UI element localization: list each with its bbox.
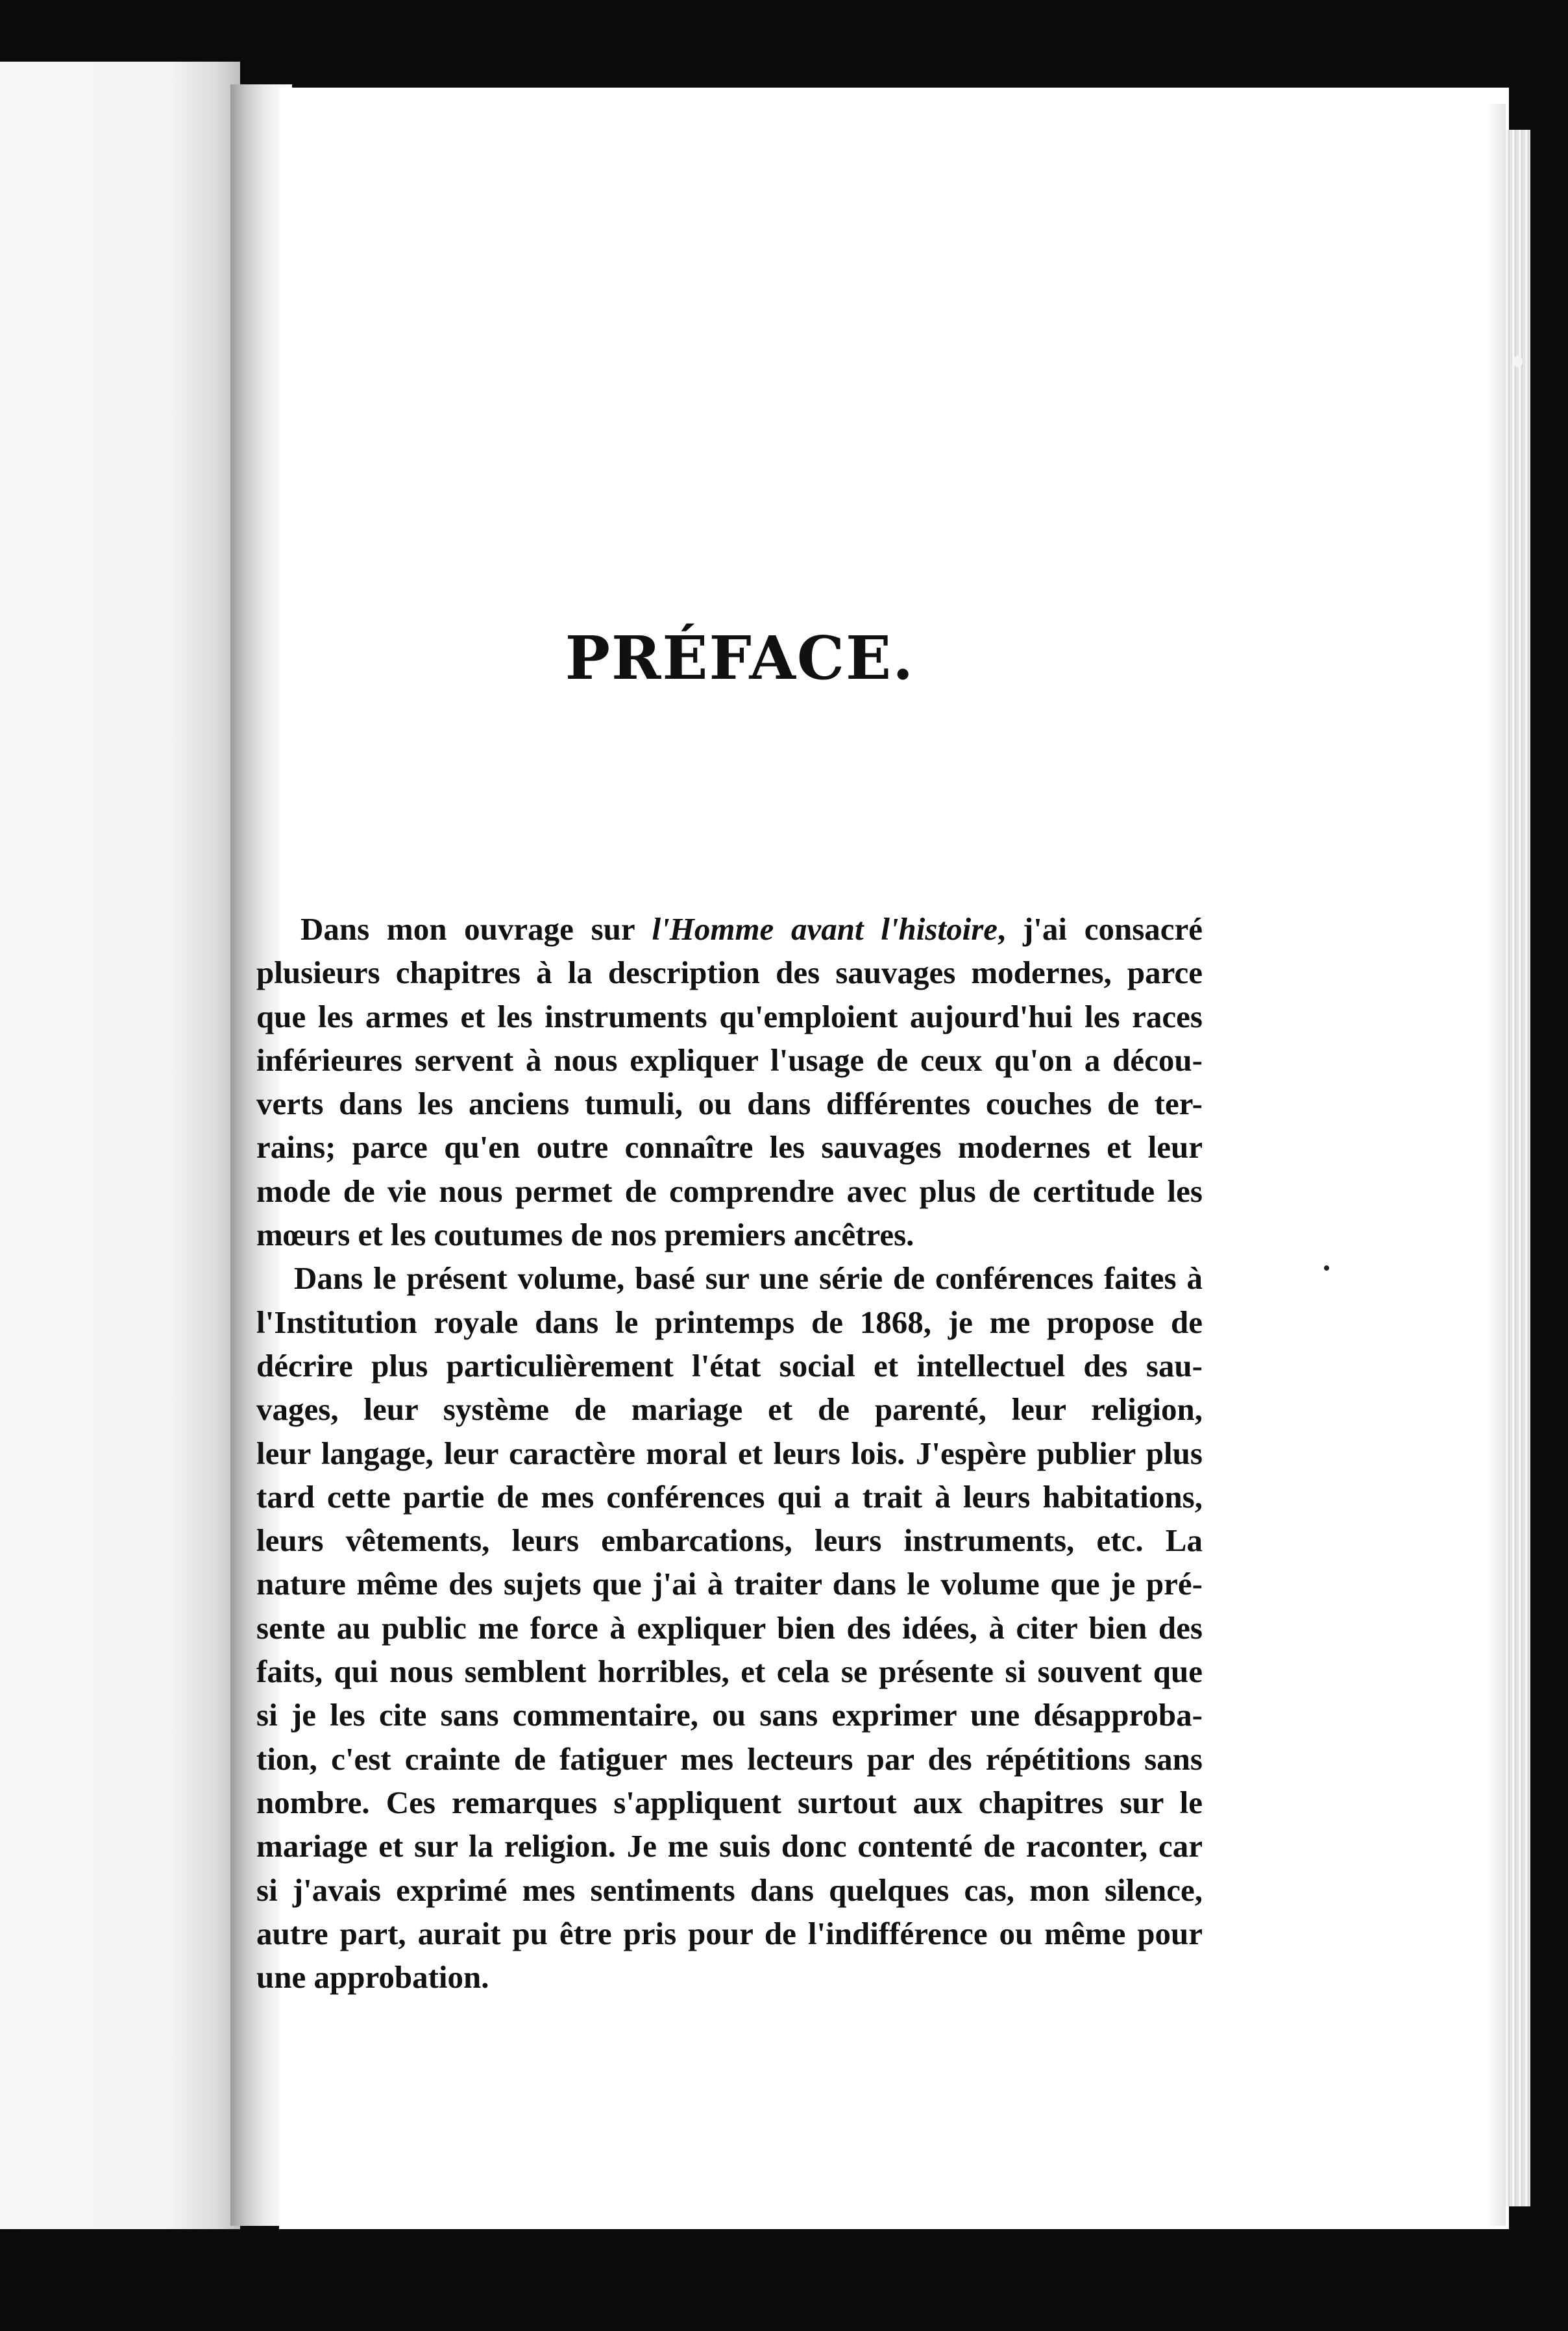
text-line: inférieures servent à nous expliquer l'usage de ceux qu'on a décou- (256, 1042, 1203, 1078)
page-title: PRÉFACE. (565, 623, 915, 693)
text-line: autre part, aurait pu être pris pour de l'indifférence ou même pour (256, 1915, 1203, 1951)
preface-body (256, 907, 1203, 1999)
text-line: vages, leur système de mariage et de parenté, leur religion, (256, 1391, 1203, 1428)
text-line: faits, qui nous semblent horribles, et cela se présente si souvent que (256, 1654, 1203, 1690)
text-line: tard cette partie de mes conférences qui a trait à leurs habitations, (256, 1478, 1203, 1515)
page-edge-shadow (1486, 104, 1506, 2226)
text-line: rains; parce qu'en outre connaître les sauvages modernes et leur (256, 1129, 1203, 1166)
text-line: verts dans les anciens tumuli, ou dans différentes couches de ter- (256, 1086, 1203, 1122)
paragraph-2 (256, 1256, 1203, 1999)
text-line: nature même des sujets que j'ai à traiter dans le volume que je pré- (256, 1566, 1203, 1602)
text-line (263, 907, 1203, 951)
print-speck (1324, 1265, 1329, 1271)
text-line: Dans le présent volume, basé sur une série de conférences faites à (294, 1260, 1203, 1297)
text-line: mariage et sur la religion. Je me suis donc contenté de raconter, car (256, 1828, 1203, 1864)
text-line: nombre. Ces remarques s'appliquent surtout aux chapitres sur le (256, 1784, 1203, 1820)
text-span: , j'ai consacré (998, 911, 1203, 947)
text-line: que les armes et les instruments qu'emploient aujourd'hui les races (256, 998, 1203, 1034)
text-line: décrire plus particulièrement l'état social et intellectuel des sau- (256, 1347, 1203, 1384)
text-line: mœurs et les coutumes de nos premiers ancêtres. (256, 1217, 914, 1253)
text-line: si je les cite sans commentaire, ou sans exprimer une désapproba- (256, 1697, 1203, 1733)
text-span: Dans mon ouvrage sur (300, 911, 652, 947)
text-line: tion, c'est crainte de fatiguer mes lecteurs par des répétitions sans (256, 1740, 1203, 1777)
text-line: plusieurs chapitres à la description des sauvages modernes, parce (256, 955, 1203, 991)
text-line: si j'avais exprimé mes sentiments dans quelques cas, mon silence, (256, 1872, 1203, 1908)
text-line: l'Institution royale dans le printemps de 1868, je me propose de (256, 1304, 1203, 1340)
book-title-italic: l'Homme avant l'histoire (652, 911, 998, 947)
left-page-blank (0, 62, 240, 2229)
text-line: leurs vêtements, leurs embarcations, leurs instruments, etc. La (256, 1522, 1203, 1559)
edge-mark (1513, 356, 1523, 367)
text-line: mode de vie nous permet de comprendre avec plus de certitude les (256, 1173, 1203, 1209)
text-line: sente au public me force à expliquer bien des idées, à citer bien des (256, 1609, 1203, 1646)
text-line: une approbation. (256, 1959, 489, 1995)
text-line: leur langage, leur caractère moral et leurs lois. J'espère publier plus (256, 1435, 1203, 1471)
stacked-page-edges (1504, 130, 1530, 2206)
paragraph-1 (263, 907, 1203, 951)
